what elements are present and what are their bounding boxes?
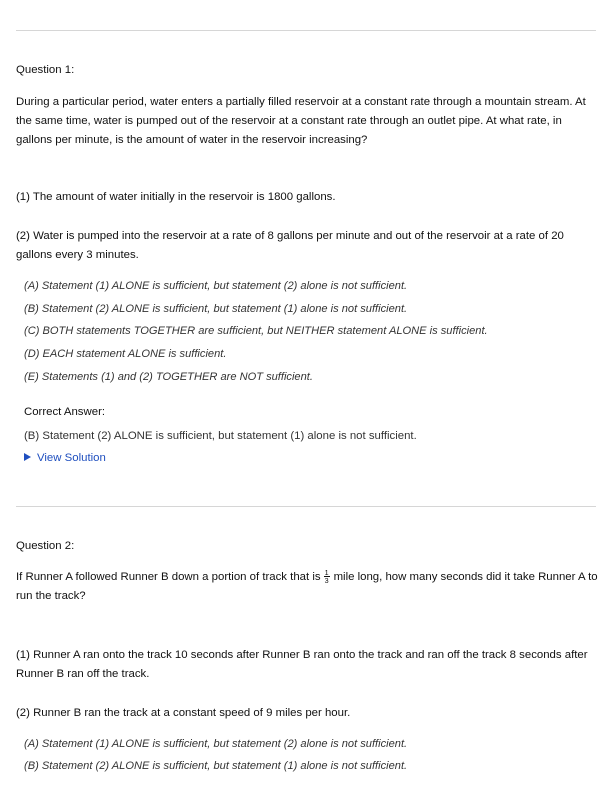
question-2-choice-b[interactable]: (B) Statement (2) ALONE is sufficient, but statement (1) alone is not sufficient. <box>24 760 408 772</box>
question-1-stem: During a particular period, water enters a partially filled reservoir at a constant rate through a mountain stream. At the same time, water is pumped out of the reservoir at a constant rate through an outlet pipe. At what rate, in gallons per minute, is the amount of water in the reservoir increasing? <box>16 96 586 146</box>
view-solution-label: View Solution <box>37 452 106 464</box>
fraction-denominator: 3 <box>324 576 329 586</box>
question-1-choice-b[interactable]: (B) Statement (2) ALONE is sufficient, but statement (1) alone is not sufficient. <box>24 303 408 315</box>
view-solution-link[interactable] <box>24 449 106 468</box>
question-2-stem-before: If Runner A followed Runner B down a portion of track that is <box>16 571 321 583</box>
question-2-statement-1: (1) Runner A ran onto the track 10 seconds after Runner B ran onto the track and ran off the track 8 seconds after Runner B ran off the track. <box>16 649 588 680</box>
question-1-choice-a[interactable]: (A) Statement (1) ALONE is sufficient, but statement (2) alone is not sufficient. <box>24 280 408 292</box>
top-divider <box>16 30 596 31</box>
question-1-statement-2: (2) Water is pumped into the reservoir at a rate of 8 gallons per minute and out of the reservoir at a rate of 20 gallons every 3 minutes. <box>16 230 564 261</box>
correct-answer-value: (B) Statement (2) ALONE is sufficient, but statement (1) alone is not sufficient. <box>24 430 417 442</box>
question-2-title: Question 2: <box>16 540 75 552</box>
question-1-choice-c[interactable]: (C) BOTH statements TOGETHER are sufficient, but NEITHER statement ALONE is sufficient. <box>24 325 488 337</box>
question-2-stem <box>16 568 598 606</box>
question-2-choice-a[interactable]: (A) Statement (1) ALONE is sufficient, but statement (2) alone is not sufficient. <box>24 738 408 750</box>
question-2-statement-2: (2) Runner B ran the track at a constant speed of 9 miles per hour. <box>16 707 351 719</box>
question-1-choice-d[interactable]: (D) EACH statement ALONE is sufficient. <box>24 348 227 360</box>
question-1-statement-1: (1) The amount of water initially in the reservoir is 1800 gallons. <box>16 191 336 203</box>
question-1-title: Question 1: <box>16 64 75 76</box>
question-2-stem-after: mile long, how many seconds did it take Runner A to run the track? <box>16 571 598 602</box>
question-divider <box>16 506 596 507</box>
fraction-numerator: 1 <box>324 568 329 578</box>
disclosure-triangle-icon <box>24 453 31 461</box>
one-third-fraction <box>324 569 330 584</box>
question-1-choice-e[interactable]: (E) Statements (1) and (2) TOGETHER are NOT sufficient. <box>24 371 313 383</box>
correct-answer-label: Correct Answer: <box>24 406 106 418</box>
